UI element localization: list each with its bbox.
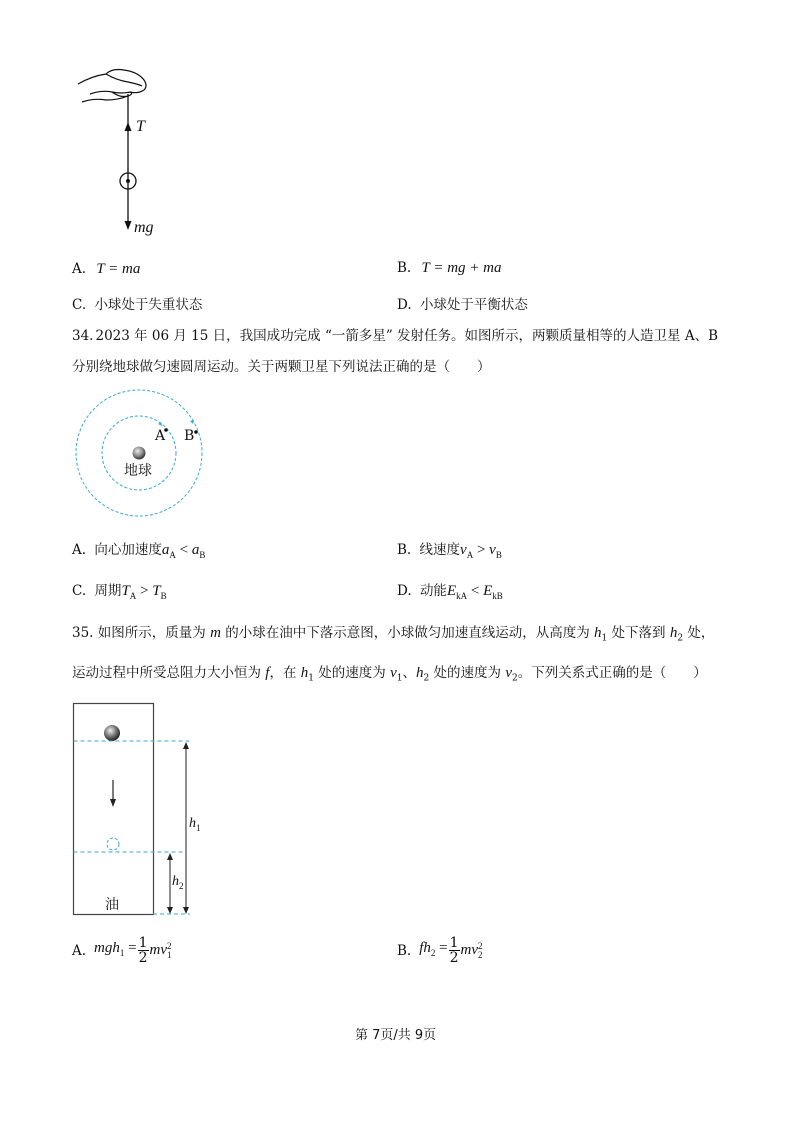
weight-label: mg — [134, 219, 154, 236]
q34-option-c[interactable]: C. 周期$T_A > T_B$ — [72, 583, 167, 601]
q34-figure — [74, 388, 206, 520]
earth-icon — [133, 447, 146, 460]
oil-label: 油 — [105, 897, 119, 913]
satellite-b-label: B — [184, 428, 195, 444]
satellite-b-icon — [194, 430, 198, 434]
q34-option-b[interactable]: B. 线速度$v_A > v_B$ — [397, 542, 502, 560]
hand-pendulum-diagram — [72, 64, 182, 244]
ball-position-icon — [107, 838, 119, 850]
hand-icon — [78, 70, 146, 103]
page-number: 第 7页/共 9页 — [355, 1028, 437, 1043]
weight-arrow-icon — [125, 221, 132, 230]
q33-option-a[interactable]: A. T = ma — [72, 261, 141, 277]
formula: T = ma — [96, 261, 141, 277]
q34-option-a[interactable]: A. 向心加速度$a_A < a_B$ — [72, 542, 206, 560]
fall-arrow-icon — [110, 799, 116, 807]
formula: T = mg + ma — [421, 260, 502, 276]
q33-option-c[interactable]: C. 小球处于失重状态 — [72, 297, 203, 313]
orbit-b-arrow-icon — [190, 420, 194, 424]
q33-figure — [72, 64, 182, 244]
q33-option-b[interactable]: B. T = mg + ma — [397, 260, 502, 276]
q34-stem-line1: 34. 2023 年 06 月 15 日，我国成功完成 “一箭多星” 发射任务。如图所示，两颗质量相等的人造卫星 A、B — [72, 328, 718, 344]
q35-stem-line2: 运动过程中所受总阻力大小恒为 f，在 $h_1$ 处的速度为 $v_1$、$h_2$ 处的速度为 $v_2$。下列关系式正确的是（ ） — [72, 665, 707, 684]
q34-option-d[interactable]: D. 动能$E_{kA} < E_{kB}$ — [397, 583, 503, 601]
earth-label: 地球 — [124, 463, 152, 479]
tension-label: T — [136, 118, 145, 135]
ball-icon — [104, 725, 120, 741]
q35-figure — [72, 702, 202, 918]
h1-label: $h_1$ — [189, 816, 201, 833]
q34-stem-line2: 分别绕地球做匀速圆周运动。关于两颗卫星下列说法正确的是（ ） — [72, 359, 491, 375]
fraction: $\frac{1}{2}$ — [138, 935, 148, 966]
q35-stem-line1: 35. 如图所示，质量为 m 的小球在油中下落示意图，小球做匀加速直线运动，从高度为 $h_1$ 处下落到 $h_2$ 处， — [72, 625, 715, 644]
orbit-diagram — [74, 388, 206, 520]
q33-option-d[interactable]: D. 小球处于平衡状态 — [397, 297, 528, 313]
satellite-a-label: A — [155, 428, 166, 444]
fraction: $\frac{1}{2}$ — [449, 935, 459, 966]
q35-option-a[interactable]: A. mgh$_1$ = $\frac{1}{2}$ mv 2 1 — [72, 935, 172, 966]
tension-arrow-icon — [125, 122, 132, 131]
q35-option-b[interactable]: B. $fh_2$ = $\frac{1}{2}$ mv 2 2 — [397, 935, 483, 966]
h2-label: $h_2$ — [172, 874, 184, 891]
